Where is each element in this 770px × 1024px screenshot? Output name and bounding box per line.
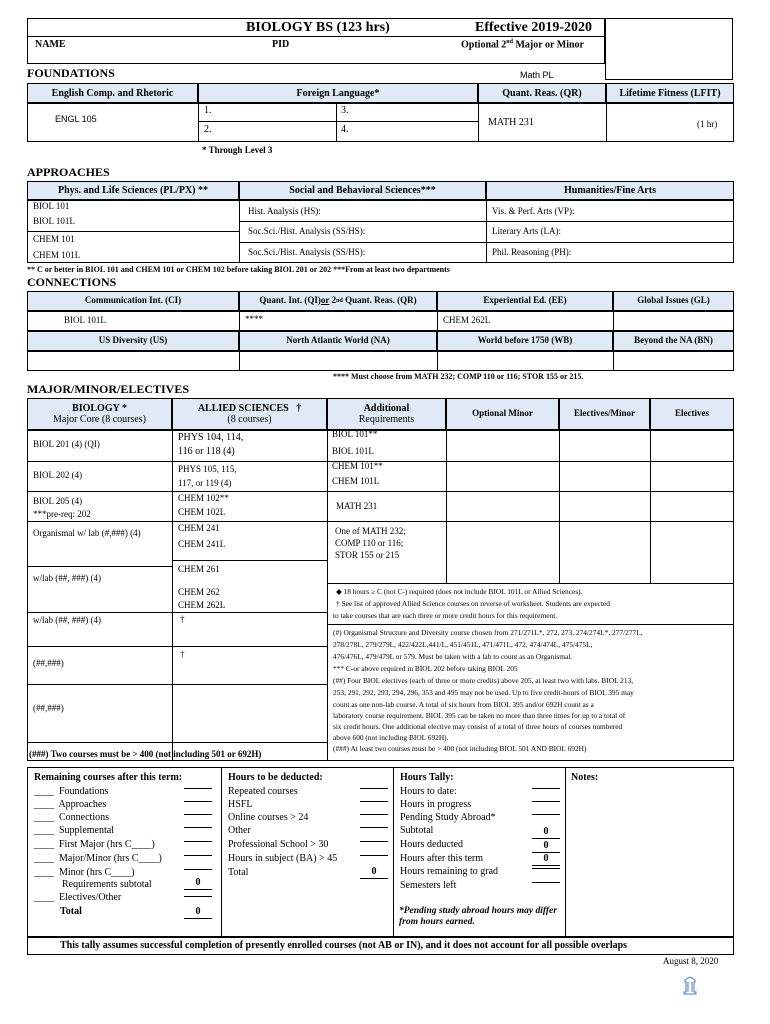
remaining-item[interactable]: ____ Supplemental [34, 825, 114, 836]
bio-core-course: (##,###) [33, 703, 64, 713]
major-note: ◆ 18 hours ≥ C (not C-) required (does not include BIOL 101L or Allied Sciences). [336, 587, 583, 596]
major-note: 253, 291, 292, 293, 294, 296, 353 and 495 may not be used. Up to five credit-hours of BIOL 395 may [333, 688, 634, 697]
additional-req: CHEM 101L [332, 476, 380, 486]
major-note: to take courses that are each three or more credit hours for this requirement. [333, 611, 558, 620]
date-footer: August 8, 2020 [663, 956, 719, 966]
ss-field-1[interactable]: Soc.Sci./Hist. Analysis (SS/HS): [248, 226, 366, 236]
ci-course: BIOL 101L [64, 315, 106, 325]
disclaimer: This tally assumes successful completion of presently enrolled courses (not AB or IN), and it does not account for all possible overlaps [60, 940, 628, 951]
col-pl: Phys. and Life Sciences (PL/PX) ** [27, 181, 239, 200]
additional-req: COMP 110 or 116; [335, 538, 404, 548]
allied-course: PHYS 105, 115, [178, 464, 237, 474]
deduct-blank[interactable] [360, 801, 388, 802]
pid-label: PID [272, 39, 290, 50]
deduct-blank[interactable] [360, 855, 388, 856]
total-label: Total [60, 906, 82, 917]
remaining-item[interactable]: ____ Approaches [34, 799, 107, 810]
additional-req: BIOL 101** [332, 429, 378, 439]
major-note: (##) Four BIOL electives (each of three or more credits) above 205, at least two with labs. BIOL 213, [333, 676, 634, 685]
fl-slot-2[interactable]: 2. [204, 124, 212, 135]
fl-slot-3[interactable]: 3. [341, 105, 349, 116]
bio-core-course: BIOL 201 (4) (QI) [33, 439, 100, 449]
col-electives: Electives [650, 398, 734, 430]
connections-title: CONNECTIONS [27, 275, 117, 289]
deduct-item: Hours in subject (BA) > 45 [228, 853, 338, 864]
hours-item: Pending Study Abroad* [400, 812, 496, 823]
total-value: 0 [184, 906, 212, 919]
hours-deducted-value: 0 [532, 840, 560, 853]
hours-item: Hours to date: [400, 786, 457, 797]
math-pl-label: Math PL [520, 70, 554, 80]
bio-core-course: Organismal w/ lab (#,###) (4) [33, 528, 141, 538]
hours-blank[interactable] [532, 814, 560, 815]
remaining-blank[interactable] [184, 896, 212, 897]
bio-core-course: BIOL 205 (4) [33, 496, 83, 506]
allied-course: CHEM 102** [178, 493, 229, 503]
col-qi: Quant. Int. (QI) or 2 nd Quant. Reas. (QR) [239, 291, 437, 311]
qr-course: MATH 231 [488, 117, 534, 128]
allied-dagger: † [180, 614, 185, 624]
remaining-title: Remaining courses after this term: [34, 772, 183, 783]
major-note: (#) Organismal Structure and Diversity course chosen from 271/271L*, 272, 273, 274/274L*, 277/277L, [333, 628, 643, 637]
remaining-item[interactable]: ____ Minor (hrs C____) [34, 867, 135, 878]
engl-course: ENGL 105 [55, 114, 97, 124]
optional-major-box [605, 18, 733, 80]
allied-course: CHEM 262 [178, 587, 220, 597]
ph-field[interactable]: Phil. Reasoning (PH): [492, 247, 572, 257]
foundations-note: * Through Level 3 [202, 145, 273, 155]
deduct-title: Hours to be deducted: [228, 772, 323, 783]
deduct-blank[interactable] [360, 788, 388, 789]
foundations-title: FOUNDATIONS [27, 66, 115, 80]
remaining-blank[interactable] [184, 855, 212, 856]
connections-note: **** Must choose from MATH 232; COMP 110 or 116; STOR 155 or 215. [333, 372, 584, 381]
deduct-item: Total [228, 867, 249, 878]
col-social: Social and Behavioral Sciences*** [239, 181, 486, 200]
hours-item: Hours after this term [400, 853, 484, 864]
approaches-title: APPROACHES [27, 165, 110, 179]
hours-blank[interactable] [532, 788, 560, 789]
hours-item: Hours remaining to grad [400, 866, 499, 877]
pl-course: CHEM 101 [33, 234, 75, 244]
deduct-item: Other [228, 825, 251, 836]
col-optional-minor: Optional Minor [446, 398, 559, 430]
deduct-total-value: 0 [360, 866, 388, 879]
majors-title: MAJOR/MINOR/ELECTIVES [27, 382, 190, 396]
additional-req: BIOL 101L [332, 446, 374, 456]
major-note: six credit hours. One additional elective may consist of a total of three hours of courses numbered [333, 722, 623, 731]
major-note: 278/278L, 279/279L, 422/422L,441/L, 451/451L, 471/471L, 472, 474/474L, 475/475L, [333, 640, 593, 649]
majors-footer: (###) Two courses must be > 400 (not including 501 or 692H) [29, 749, 262, 759]
col-lifetime-fitness: Lifetime Fitness (LFIT) [606, 83, 734, 103]
approaches-note: ** C or better in BIOL 101 and CHEM 101 or CHEM 102 before taking BIOL 201 or 202 ***From at least two departments [27, 265, 450, 274]
ss-field-2[interactable]: Soc.Sci./Hist. Analysis (SS/HS): [248, 247, 366, 257]
col-ci: Communication Int. (CI) [27, 291, 239, 311]
major-note: † See list of approved Allied Science courses on reverse of worksheet. Students are expected [336, 599, 610, 608]
remaining-blank[interactable] [184, 827, 212, 828]
optional-major-label: Optional 2nd Major or Minor [461, 39, 584, 51]
hs-field[interactable]: Hist. Analysis (HS): [248, 206, 321, 216]
deduct-item: Online courses > 24 [228, 812, 309, 823]
col-electives-minor: Electives/Minor [559, 398, 650, 430]
additional-req: One of MATH 232; [335, 526, 406, 536]
deduct-item: Professional School > 30 [228, 839, 329, 850]
major-note: above 600 (not including BIOL 692H). [333, 733, 449, 742]
bio-core-course: w/lab (##, ###) (4) [33, 615, 101, 625]
bio-core-course: (##,###) [33, 658, 64, 668]
pl-course: BIOL 101 [33, 201, 70, 211]
allied-course: CHEM 262L [178, 600, 226, 610]
deduct-item: Repeated courses [228, 786, 298, 797]
qi-course: **** [245, 314, 263, 324]
hours-blank[interactable] [532, 801, 560, 802]
hours-item: Hours deducted [400, 839, 464, 850]
col-wb: World before 1750 (WB) [437, 331, 613, 351]
electives-other[interactable]: ____ Electives/Other [34, 892, 122, 903]
major-note: (###) At least two courses must be > 400 (not including BIOL 501 AND BIOL 692H) [333, 744, 587, 753]
allied-course: CHEM 261 [178, 564, 220, 574]
remaining-blank[interactable] [184, 869, 212, 870]
hours-title: Hours Tally: [400, 772, 454, 783]
hours-blank[interactable] [532, 868, 560, 869]
fl-slot-4[interactable]: 4. [341, 124, 349, 135]
col-humanities: Humanities/Fine Arts [486, 181, 734, 200]
major-note: 476/476L, 479/479L or 579. Must be taken with a lab to count as an Organismal. [333, 652, 573, 661]
page-title: BIOLOGY BS (123 hrs) [246, 20, 390, 35]
additional-req: STOR 155 or 215 [335, 550, 400, 560]
remaining-blank[interactable] [184, 788, 212, 789]
major-note: laboratory course requirement. BIOL 395 can be taken no more than three times for up to a total of [333, 711, 626, 720]
university-logo-icon [682, 976, 698, 996]
remaining-blank[interactable] [184, 814, 212, 815]
bio-core-prereq: ***pre-req: 202 [33, 509, 91, 519]
col-ee: Experiential Ed. (EE) [437, 291, 613, 311]
allied-course: 116 or 118 (4) [178, 446, 235, 457]
allied-course: PHYS 104, 114, [178, 432, 244, 443]
hours-after-term-value: 0 [532, 853, 560, 866]
bio-core-course: BIOL 202 (4) [33, 470, 83, 480]
col-na: North Atlantic World (NA) [239, 331, 437, 351]
allied-course: 117, or 119 (4) [178, 478, 232, 488]
req-subtotal-value: 0 [184, 877, 212, 890]
allied-dagger: † [180, 649, 185, 659]
hours-item: Subtotal [400, 825, 434, 836]
remaining-blank[interactable] [184, 841, 212, 842]
col-additional: Additional Requirements [327, 398, 446, 430]
pending-note: *Pending study abroad hours may differ from hours earned. [399, 906, 557, 927]
col-allied: ALLIED SCIENCES † (8 courses) [172, 398, 327, 430]
allied-course: CHEM 102L [178, 507, 226, 517]
deduct-blank[interactable] [360, 827, 388, 828]
deduct-blank[interactable] [360, 841, 388, 842]
allied-course: CHEM 241L [178, 539, 226, 549]
col-biology: BIOLOGY * Major Core (8 courses) [27, 398, 172, 430]
effective-date: Effective 2019-2020 [475, 20, 593, 35]
hours-item: Semesters left [400, 880, 457, 891]
notes-title: Notes: [571, 772, 599, 783]
ee-course: CHEM 262L [443, 315, 491, 325]
deduct-item: HSFL [228, 799, 253, 810]
fl-slot-1[interactable]: 1. [204, 105, 212, 116]
allied-course: CHEM 241 [178, 523, 220, 533]
lfit-hours: (1 hr) [697, 119, 718, 129]
req-subtotal-label: Requirements subtotal [62, 879, 152, 890]
pl-course: CHEM 101L [33, 250, 81, 260]
hours-blank[interactable] [532, 882, 560, 883]
pl-course: BIOL 101L [33, 216, 75, 226]
col-english: English Comp. and Rhetoric [27, 83, 198, 103]
col-bn: Beyond the NA (BN) [613, 331, 734, 351]
la-field[interactable]: Literary Arts (LA): [492, 226, 561, 236]
col-us: US Diversity (US) [27, 331, 239, 351]
deduct-blank[interactable] [360, 814, 388, 815]
vp-field[interactable]: Vis. & Perf. Arts (VP): [492, 206, 575, 216]
remaining-item[interactable]: ____ Major/Minor (hrs C____) [34, 853, 162, 864]
subtotal-value: 0 [532, 826, 560, 839]
bio-core-course: w/lab (##, ###) (4) [33, 573, 101, 583]
remaining-item[interactable]: ____ Connections [34, 812, 109, 823]
major-note: count as one non-lab course. A total of six hours from BIOL 395 and/or 692H count as a [333, 700, 594, 709]
remaining-blank[interactable] [184, 801, 212, 802]
additional-req: MATH 231 [336, 501, 378, 511]
remaining-item[interactable]: ____ First Major (hrs C____) [34, 839, 155, 850]
name-label: NAME [35, 39, 66, 50]
col-foreign-language: Foreign Language* [198, 83, 478, 103]
col-gl: Global Issues (GL) [613, 291, 734, 311]
col-quant-reas: Quant. Reas. (QR) [478, 83, 606, 103]
remaining-item[interactable]: ____ Foundations [34, 786, 109, 797]
additional-req: CHEM 101** [332, 461, 383, 471]
hours-item: Hours in progress [400, 799, 472, 810]
major-note: *** C-or above required in BIOL 202 before taking BIOL 205 [333, 664, 518, 673]
